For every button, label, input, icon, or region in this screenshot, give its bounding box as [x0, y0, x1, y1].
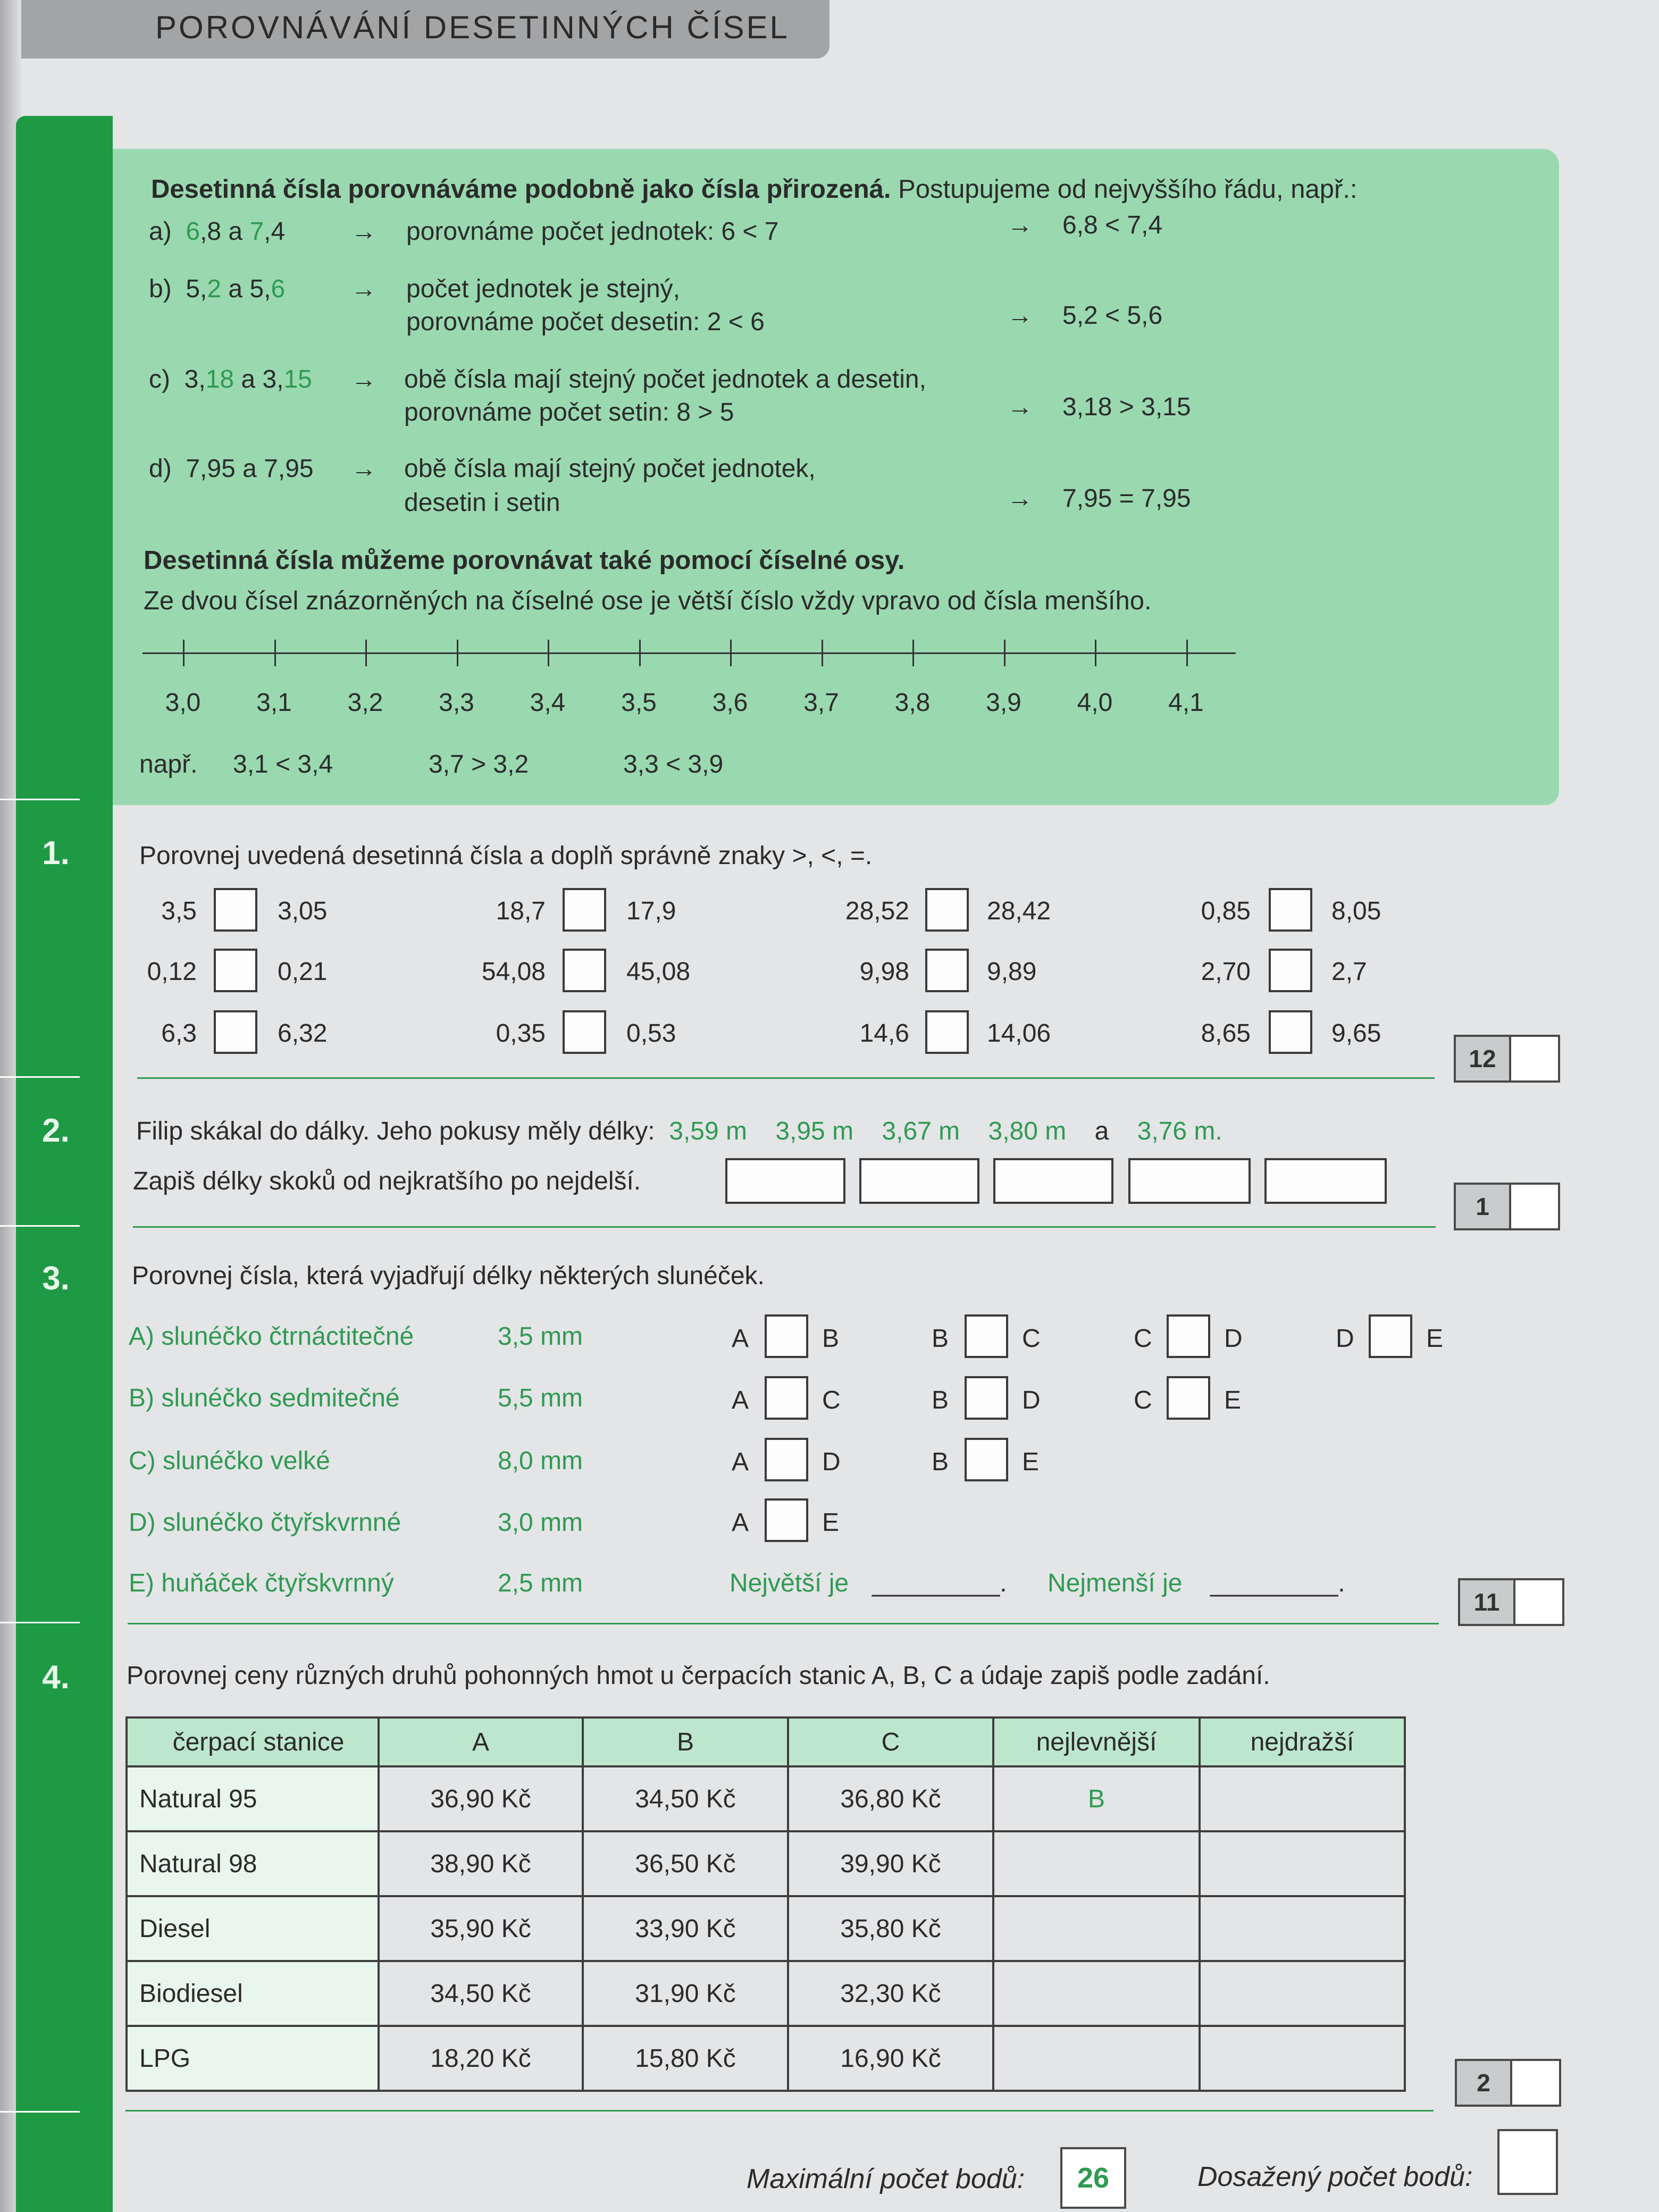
jump-answer-box[interactable] [1128, 1158, 1251, 1204]
eg-3: 3,3 < 3,9 [623, 750, 724, 778]
number-line-tick [639, 640, 641, 666]
ladybird-size: 8,0 mm [498, 1447, 583, 1475]
example-and: a [235, 455, 264, 483]
example-digit: ,4 [264, 217, 286, 246]
number-line-tick [1004, 640, 1006, 666]
example-digit: 3, [262, 365, 284, 393]
exercise-3-number: 3. [42, 1260, 70, 1297]
exercise-2-text [136, 1119, 1222, 1144]
example-a-result: 6,8 < 7,4 [1062, 211, 1163, 239]
answer-cell[interactable] [993, 1896, 1200, 1961]
example-digit: 3, [184, 365, 206, 393]
price-cell: 36,80 Kč [788, 1766, 993, 1831]
price-cell: 35,90 Kč [379, 1896, 583, 1961]
answer-cell[interactable]: B [993, 1766, 1200, 1831]
compare-sign-box[interactable] [1269, 888, 1312, 932]
pair-left-letter: B [932, 1325, 949, 1353]
compare-left-value: 28,52 [845, 897, 909, 925]
price-cell: 33,90 Kč [583, 1896, 788, 1961]
compare-sign-box[interactable] [563, 1010, 606, 1054]
arrow-icon: → [351, 275, 376, 303]
exercise-4-points: 2 [1457, 2061, 1512, 2105]
pair-right-letter: D [1224, 1325, 1243, 1353]
price-cell: 15,80 Kč [583, 2026, 788, 2091]
example-a-numbers [149, 219, 285, 245]
pair-left-letter: B [932, 1448, 949, 1476]
compare-right-value: 3,05 [278, 897, 328, 925]
pair-right-letter: E [1022, 1448, 1040, 1476]
number-line-tick [548, 640, 549, 666]
example-d-numbers [149, 456, 314, 482]
exercise-separator [125, 2110, 1434, 2112]
number-line-label: 3,8 [894, 689, 931, 717]
pair-sign-box[interactable] [1167, 1376, 1210, 1420]
exercise-4-score-input[interactable] [1512, 2061, 1559, 2105]
pair-sign-box[interactable] [765, 1376, 808, 1420]
side-separator [0, 1225, 80, 1227]
pair-right-letter: E [822, 1509, 840, 1537]
table-header-cell: B [583, 1717, 788, 1766]
compare-left-value: 14,6 [859, 1019, 909, 1048]
compare-right-value: 28,42 [987, 897, 1051, 925]
compare-sign-box[interactable] [214, 949, 257, 992]
compare-left-value: 8,65 [1201, 1019, 1251, 1048]
pair-right-letter: E [1426, 1325, 1444, 1353]
example-and: a [234, 365, 263, 393]
max-points-box [1060, 2147, 1126, 2209]
ladybird-size: 3,0 mm [498, 1509, 583, 1537]
compare-left-value: 3,5 [161, 897, 197, 925]
example-digit: 18 [205, 365, 234, 393]
number-line-tick [274, 640, 276, 666]
example-letter: b) [149, 275, 172, 303]
number-line-tick [1095, 640, 1096, 666]
example-letter: c) [149, 365, 170, 393]
answer-cell[interactable] [1200, 1831, 1405, 1896]
exercise-4-score [1455, 2059, 1561, 2107]
number-line-label: 4,0 [1077, 689, 1113, 717]
answer-cell[interactable] [1200, 2026, 1405, 2091]
pair-sign-box[interactable] [765, 1498, 808, 1542]
left-green-bar [16, 116, 113, 2212]
example-digit: 6 [186, 217, 200, 246]
jump-value: 3,76 m. [1137, 1117, 1222, 1145]
example-and: a [221, 217, 250, 246]
pair-sign-box[interactable] [1369, 1314, 1412, 1358]
jump-value: 3,80 m [988, 1117, 1067, 1145]
answer-cell[interactable] [993, 1831, 1200, 1896]
exercise-separator [128, 1623, 1439, 1624]
example-letter: d) [149, 455, 172, 483]
exercise-2-intro: Filip skákal do dálky. Jeho pokusy měly délky: [136, 1117, 655, 1145]
compare-sign-box[interactable] [1269, 1010, 1312, 1054]
compare-right-value: 0,21 [278, 958, 328, 986]
pair-left-letter: A [732, 1448, 749, 1476]
side-separator [0, 1076, 80, 1078]
example-c-line1: obě čísla mají stejný počet jednotek a desetin, [404, 365, 926, 393]
compare-right-value: 17,9 [626, 897, 676, 925]
price-cell: 35,80 Kč [788, 1896, 993, 1961]
compare-sign-box[interactable] [925, 888, 969, 932]
example-digit: 7,95 [186, 455, 236, 483]
pair-sign-box[interactable] [1167, 1314, 1210, 1358]
exercise-2-points: 1 [1456, 1185, 1511, 1228]
pair-left-letter: A [732, 1386, 749, 1414]
eg-2: 3,7 > 3,2 [429, 750, 529, 778]
compare-right-value: 8,05 [1331, 897, 1381, 925]
pair-sign-box[interactable] [765, 1438, 808, 1481]
ladybird-size: 5,5 mm [498, 1384, 583, 1412]
exercise-3-score [1458, 1578, 1564, 1626]
exercise-2-number: 2. [42, 1112, 70, 1149]
number-line-label: 3,2 [347, 689, 383, 717]
fuel-type-cell: Biodiesel [127, 1961, 379, 2026]
answer-cell[interactable] [993, 1961, 1200, 2026]
compare-left-value: 0,12 [147, 958, 197, 986]
example-digit: 7,95 [264, 455, 314, 483]
eg-prefix: např. [139, 750, 198, 778]
theory-intro-bold: Desetinná čísla porovnáváme podobně jako čísla přirozená. [151, 175, 891, 204]
exercise-1-score-input[interactable] [1511, 1037, 1558, 1080]
compare-left-value: 54,08 [481, 958, 546, 986]
ladybird-name: D) slunéčko čtyřskvrnné [129, 1509, 401, 1537]
compare-right-value: 9,89 [987, 958, 1037, 986]
ladybird-name: E) huňáček čtyřskvrnný [129, 1569, 394, 1597]
page-title: POROVNÁVÁNÍ DESETINNÝCH ČÍSEL [155, 10, 790, 45]
example-and: a [221, 275, 250, 303]
arrow-icon: → [1007, 393, 1033, 421]
exercise-2-score-input[interactable] [1511, 1185, 1558, 1228]
answer-cell[interactable] [1200, 1961, 1405, 2026]
theory-intro [151, 177, 1358, 203]
price-cell: 39,90 Kč [788, 1831, 993, 1896]
number-line-label: 3,3 [439, 689, 474, 717]
arrow-icon: → [351, 217, 376, 246]
jump-answer-box[interactable] [1264, 1158, 1387, 1204]
smallest-label: Nejmenší je [1048, 1569, 1183, 1597]
arrow-icon: → [351, 365, 376, 393]
pair-right-letter: D [1022, 1386, 1041, 1414]
table-header-cell: nejdražší [1200, 1717, 1405, 1766]
example-digit: 2 [207, 275, 222, 303]
pair-left-letter: D [1336, 1325, 1354, 1353]
compare-sign-box[interactable] [563, 949, 606, 992]
theory-intro-rest: Postupujeme od nejvyššího řádu, např.: [898, 175, 1358, 204]
fuel-type-cell: Diesel [127, 1896, 379, 1961]
ladybird-name: B) slunéčko sedmitečné [129, 1384, 400, 1412]
number-line-label: 3,5 [621, 689, 657, 717]
arrow-icon: → [1007, 301, 1033, 330]
pair-right-letter: C [1022, 1325, 1041, 1353]
answer-cell[interactable] [1200, 1896, 1405, 1961]
compare-sign-box[interactable] [214, 1010, 257, 1054]
axis-text: Ze dvou čísel znázorněných na číselné ose je větší číslo vždy vpravo od čísla menšího. [144, 586, 1152, 615]
example-d-line2: desetin i setin [404, 489, 560, 517]
compare-sign-box[interactable] [1269, 949, 1312, 992]
example-digit: 5, [249, 275, 271, 303]
compare-right-value: 2,7 [1331, 958, 1367, 986]
pair-sign-box[interactable] [765, 1314, 808, 1358]
exercise-1-text: Porovnej uvedená desetinná čísla a doplň správně znaky >, <, =. [139, 842, 873, 870]
compare-left-value: 9,98 [859, 958, 909, 986]
exercise-3-score-input[interactable] [1515, 1580, 1562, 1624]
number-line [143, 652, 1236, 654]
number-line-label: 3,4 [530, 689, 566, 717]
table-row [127, 1831, 1405, 1896]
ladybird-size: 3,5 mm [498, 1322, 583, 1351]
compare-right-value: 9,65 [1331, 1019, 1381, 1048]
price-cell: 34,50 Kč [379, 1961, 583, 2026]
eg-1: 3,1 < 3,4 [233, 750, 333, 778]
achieved-points-label: Dosažený počet bodů: [1197, 2161, 1473, 2192]
number-line-tick [365, 640, 367, 666]
number-line-label: 3,6 [712, 689, 748, 717]
compare-sign-box[interactable] [925, 1010, 969, 1054]
table-row [127, 2026, 1405, 2091]
pair-left-letter: C [1134, 1325, 1152, 1353]
number-line-tick [730, 640, 732, 666]
number-line-tick [457, 640, 458, 666]
number-line-label: 4,1 [1168, 689, 1204, 717]
example-a-line1: porovnáme počet jednotek: 6 < 7 [406, 217, 779, 246]
jump-value: 3,59 m [669, 1117, 747, 1145]
fuel-type-cell: Natural 98 [127, 1831, 379, 1896]
pair-sign-box[interactable] [965, 1376, 1008, 1420]
side-separator [0, 799, 80, 800]
table-row [127, 1896, 1405, 1961]
answer-cell[interactable] [1200, 1766, 1405, 1831]
price-cell: 38,90 Kč [379, 1831, 583, 1896]
example-b-line1: počet jednotek je stejný, [406, 275, 680, 303]
ladybird-name: C) slunéčko velké [129, 1447, 330, 1475]
price-cell: 34,50 Kč [583, 1766, 788, 1831]
exercise-4-number: 4. [42, 1659, 70, 1696]
ladybird-size: 2,5 mm [498, 1569, 583, 1597]
smallest-blank[interactable]: _________. [1210, 1569, 1345, 1597]
example-digit: 7 [249, 217, 264, 246]
jump-value: 3,67 m [882, 1117, 960, 1145]
jump-and: a [1094, 1117, 1109, 1145]
example-c-numbers [149, 367, 312, 392]
compare-right-value: 6,32 [278, 1019, 328, 1048]
exercise-3-text: Porovnej čísla, která vyjadřují délky některých slunéček. [132, 1262, 765, 1290]
example-digit: 5, [186, 275, 207, 303]
number-line-tick [183, 640, 185, 666]
compare-left-value: 18,7 [496, 897, 546, 925]
pair-right-letter: D [822, 1448, 841, 1476]
example-d-line1: obě čísla mají stejný počet jednotek, [404, 455, 816, 483]
table-header-cell: A [379, 1717, 583, 1766]
table-row [127, 1766, 1405, 1831]
price-cell: 36,50 Kč [583, 1831, 788, 1896]
max-points-label: Maximální počet bodů: [747, 2164, 1025, 2194]
exercise-separator [137, 1077, 1435, 1079]
number-line-label: 3,7 [803, 689, 839, 717]
pair-right-letter: B [822, 1325, 840, 1353]
side-separator [0, 1622, 80, 1623]
jump-answer-box[interactable] [993, 1158, 1113, 1204]
example-d-result: 7,95 = 7,95 [1062, 484, 1191, 513]
table-row [127, 1961, 1405, 2026]
example-b-line2: porovnáme počet desetin: 2 < 6 [406, 308, 765, 336]
table-header-cell: čerpací stanice [127, 1717, 379, 1766]
example-b-numbers [149, 276, 285, 302]
jump-answer-box[interactable] [725, 1158, 845, 1204]
exercise-1-number: 1. [42, 835, 70, 872]
compare-left-value: 2,70 [1201, 958, 1251, 986]
axis-heading: Desetinná čísla můžeme porovnávat také pomocí číselné osy. [144, 546, 905, 575]
arrow-icon: → [1007, 484, 1033, 513]
compare-sign-box[interactable] [563, 888, 606, 932]
fuel-type-cell: Natural 95 [127, 1766, 379, 1831]
exercise-separator [133, 1226, 1436, 1228]
example-b-result: 5,2 < 5,6 [1062, 301, 1163, 330]
exercise-4-text: Porovnej ceny různých druhů pohonných hmot u čerpacích stanic A, B, C a údaje zapiš podle zadání. [127, 1662, 1270, 1690]
example-digit: 15 [283, 365, 312, 393]
pair-right-letter: C [822, 1386, 841, 1414]
example-c-result: 3,18 > 3,15 [1062, 393, 1191, 421]
exercise-3-points: 11 [1460, 1580, 1515, 1624]
exercise-1-points: 12 [1456, 1037, 1511, 1080]
arrow-icon: → [1007, 211, 1033, 239]
price-cell: 16,90 Kč [788, 2026, 993, 2091]
table-header-cell: C [788, 1717, 993, 1766]
side-separator [0, 2111, 80, 2113]
compare-left-value: 0,85 [1201, 897, 1251, 925]
pair-sign-box[interactable] [965, 1314, 1008, 1358]
max-points-value: 26 [1077, 2162, 1110, 2194]
number-line-label: 3,9 [986, 689, 1021, 717]
largest-label: Největší je [730, 1569, 849, 1597]
number-line-label: 3,0 [165, 689, 201, 717]
example-digit: ,8 [200, 217, 222, 246]
exercise-2-text2: Zapiš délky skoků od nejkratšího po nejdelší. [133, 1167, 641, 1195]
fuel-type-cell: LPG [127, 2026, 379, 2091]
arrow-icon: → [351, 455, 376, 483]
price-cell: 36,90 Kč [379, 1766, 583, 1831]
pair-left-letter: C [1134, 1386, 1152, 1414]
example-c-line2: porovnáme počet setin: 8 > 5 [404, 398, 734, 426]
number-line-tick [822, 640, 823, 666]
compare-right-value: 14,06 [987, 1019, 1051, 1048]
exercise-1-score [1454, 1035, 1560, 1083]
answer-cell[interactable] [993, 2026, 1200, 2091]
compare-sign-box[interactable] [925, 949, 969, 992]
number-line-label: 3,1 [256, 689, 292, 717]
number-line-tick [912, 640, 914, 666]
compare-right-value: 45,08 [626, 958, 691, 986]
pair-right-letter: E [1224, 1386, 1242, 1414]
number-line-tick [1186, 640, 1188, 666]
exercise-2-score [1454, 1183, 1560, 1230]
pair-sign-box[interactable] [965, 1438, 1008, 1481]
pair-left-letter: A [732, 1509, 749, 1537]
table-header-row [127, 1717, 1405, 1766]
compare-left-value: 6,3 [161, 1019, 197, 1048]
fuel-price-table [125, 1716, 1406, 2092]
pair-left-letter: A [732, 1325, 749, 1353]
price-cell: 18,20 Kč [379, 2026, 583, 2091]
price-cell: 32,30 Kč [788, 1961, 993, 2026]
compare-sign-box[interactable] [214, 888, 257, 932]
compare-left-value: 0,35 [496, 1019, 546, 1048]
largest-blank[interactable]: _________. [872, 1569, 1007, 1597]
price-cell: 31,90 Kč [583, 1961, 788, 2026]
compare-right-value: 0,53 [626, 1019, 676, 1048]
pair-left-letter: B [932, 1386, 949, 1414]
achieved-points-box[interactable] [1497, 2129, 1558, 2195]
jump-answer-box[interactable] [859, 1158, 979, 1204]
ladybird-name: A) slunéčko čtrnáctitečné [129, 1322, 414, 1351]
table-header-cell: nejlevnější [993, 1717, 1200, 1766]
example-letter: a) [149, 217, 172, 246]
jump-value: 3,95 m [775, 1117, 854, 1145]
example-digit: 6 [271, 275, 286, 303]
